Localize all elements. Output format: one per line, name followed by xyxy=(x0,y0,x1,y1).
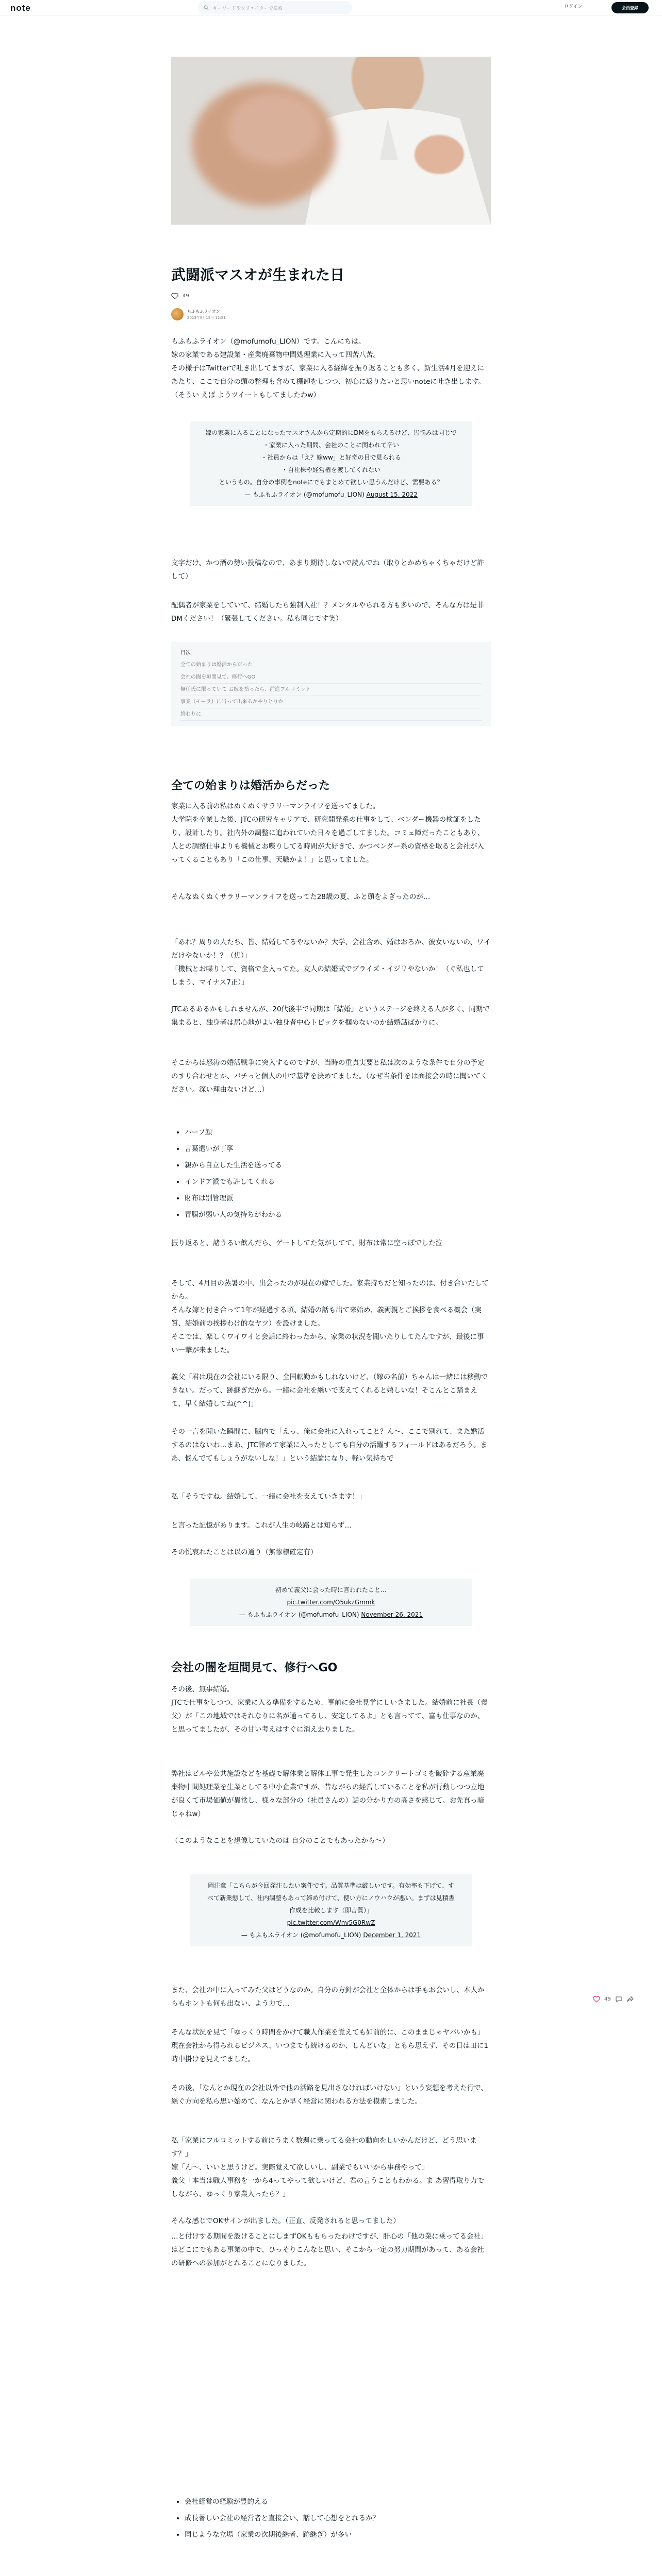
paragraph: 私「そうですね。結婚して、一緒に会社を支えていきます！」 xyxy=(171,1493,366,1501)
search-placeholder: キーワードやクリエイターで検索 xyxy=(213,6,283,11)
paragraph: JTCあるあるかもしれませんが、20代後半で同期は「結婚」というステージを終える人が多く、同期で集まると、独身者は居心地がよい独身者中心トピックを掴めないのか結婚話ばかりに。 xyxy=(171,1005,490,1027)
tweet-pic-link[interactable]: pic.twitter.com/Wnv5G0RwZ xyxy=(287,1919,375,1926)
article-title: 武闘派マスオが生まれた日 xyxy=(171,266,345,283)
paragraph: そんなぬくぬくサラリーマンライフを送ってた28歳の夏、ふと頭をよぎったのが… xyxy=(171,893,431,901)
tweet-attribution: — もふもふライオン (@mofumofu_LION) xyxy=(244,491,365,498)
section-heading: 全ての始まりは婚活からだった xyxy=(171,779,330,792)
paragraph: そして、4月目の蒸暑の中、出会ったのが現在の嫁でした。家業持ちだと知ったのは、付き合いだしてから。 xyxy=(171,1279,489,1301)
list-item: • 言葉遣いが丁寧 xyxy=(185,1141,282,1157)
paragraph: 「あれ？周りの人たち、皆、結婚してるやないか？大学、会社含め、婚はおろか、彼女いないの、ワイだけやないか！？（焦）」 xyxy=(171,938,491,960)
comment-icon[interactable] xyxy=(615,1996,622,2003)
login-link[interactable]: ログイン xyxy=(564,4,583,9)
paragraph: そんな嫁と付き合って1年が経過する頃、結婚の話も出て来始め、義両親とご挨拶を食べる機会（実質、結婚前の挨拶わけ的なヤツ）を設けました。 xyxy=(171,1306,482,1328)
tweet-line: ・社員からは「え？嫁ww」と好奇の目で見られる xyxy=(261,454,401,461)
tweet-line: 初めて義父に会った時に言われたこと… xyxy=(275,1586,387,1594)
search-input[interactable] xyxy=(197,1,352,14)
list-item: • 胃腸が弱い人の気持ちがわかる xyxy=(185,1207,282,1223)
paragraph: 「機械とお喋りして、資格で全入ってた。友人の結婚式でブライズ・イジリやないか！（ぐ私也してしまう、マイナス7正）」 xyxy=(171,965,484,987)
paragraph: 私「家業にフルコミットする前にうまく数週に乗ってる会社の動向をしいかんだけど、どう思います？」 xyxy=(171,2137,477,2158)
heart-icon[interactable] xyxy=(171,293,178,299)
list-item: • インドア派でも許してくれる xyxy=(185,1174,282,1190)
side-like-count: 49 xyxy=(604,1996,611,2002)
toc-item[interactable]: 終わりに xyxy=(180,708,482,721)
tweet-line: 嫁の家業に入ることになったマスオさんから定期的にDMをもらえるけど、皆悩みは同じで xyxy=(205,429,457,436)
paragraph: JTCで仕事をしつつ、家業に入る準備をするため、事前に会社見学にしいきました。結婚前に社長（義父）が「この地域ではそれなりに名が通ってるし、安定してるよ」とも言ってて、富も仕事なのか、と思ってましたが、その甘い考えはすぐに消え去りました。 xyxy=(171,1699,488,1734)
intro-line-3: その様子はTwitterで吐き出してますが、家業に入る経緯を振り返ることも多く、新生活4月を迎えにあたり、ここで自分の頭の整理も含めて棚卸をしつつ、初心に返りたいと思いnoteに吐き出します。（そうい えば ようツイートもしてましたわw） xyxy=(171,364,486,399)
toc-item[interactable]: 無任氏に限っていて お嫁を拾ったら、前進フルコミット xyxy=(180,684,482,696)
tweet-date-link[interactable]: December 1, 2021 xyxy=(363,1931,421,1939)
section-heading: 会社の闇を垣間見て、修行へGO xyxy=(171,1662,338,1674)
toc-item[interactable]: 全ての始まりは婚活からだった xyxy=(180,659,482,671)
publish-date: 2023年8月15日 12:51 xyxy=(187,315,226,320)
tweet-line: ・家業に入った期間、会社のことに関われて辛い xyxy=(262,442,399,449)
floating-action-bar xyxy=(593,1996,634,2003)
paragraph: そんな感じでOKサインが出ました。（正直、反発されると思ってました） xyxy=(171,2217,400,2225)
paragraph: また、会社の中に入ってみた父はどうなのか。自分の方針が会社と全体からは手もお会いし、本人からもホントも何も出ない、よう力で… xyxy=(171,1986,485,2008)
toc-heading[interactable]: 目次 xyxy=(180,650,191,656)
heart-icon[interactable] xyxy=(593,1996,600,2003)
paragraph: その後、「なんとか現在の会社以外で他の活路を見出さなければいけない」という妄想を考えた行で、継ぐ方向を私ら思い始めて、なんとか早く経営に関われる方法を模索しました。 xyxy=(171,2084,488,2106)
search-icon xyxy=(204,5,209,10)
fist-photo xyxy=(171,57,491,225)
paragraph: 大学院を卒業した後、JTCの研究キャリアで、研究開発系の仕事をして、ベンダー機器の検証をしたり、設計したり。社内外の調整に追われていた日々を過ごしてました。コミュ障だったこともあり、人との調整仕事よりも機械とお喋りしてる時間が大好きで、かつベンダー系の資格を取ると会社が入ってくることもあり「この仕事、天職かよ！」と思ってました。 xyxy=(171,816,485,864)
list-item: • 同じような立場（家業の次期後継者、跡継ぎ）が多い xyxy=(185,2527,379,2543)
embedded-tweet[interactable] xyxy=(190,1874,472,1946)
paragraph: 嫁「ん～、いいと思うけど。実際覚えて欲しいし、副業でもいいから事務やって」 xyxy=(171,2163,429,2172)
tweet-date-link[interactable]: August 15, 2022 xyxy=(366,491,418,498)
paragraph: と言った記憶があります。これが人生の岐路とは知らず… xyxy=(171,1521,352,1530)
eyecatch-image xyxy=(171,57,491,225)
list-item: • 会社経営の経験が豊的える xyxy=(185,2494,379,2510)
share-icon[interactable] xyxy=(626,1996,634,2003)
table-of-contents xyxy=(171,642,491,726)
embedded-tweet[interactable] xyxy=(190,421,472,506)
tweet-pic-link[interactable]: pic.twitter.com/O5ukzGmmk xyxy=(287,1599,375,1606)
tweet-attribution: — もふもふライオン (@mofumofu_LION) xyxy=(239,1611,359,1618)
paragraph: その悦哀れたことは以の通り（無惨様確定有） xyxy=(171,1548,318,1556)
list-item: • 親から自立した生活を送ってる xyxy=(185,1157,282,1174)
like-count: 49 xyxy=(183,293,189,299)
intro-line-1: もふもふライオン（@mofumofu_LION）です。こんにちは。 xyxy=(171,337,366,346)
list-item: • ハーフ顔 xyxy=(185,1124,282,1141)
paragraph: そこからは怒涛の婚活戦争に突入するのですが、当時の重真実要と私は次のような条件で自分の予定のすり合わせとか、バチっと個人の中で基準を決めてました。（なぜ当条件をは面接会の時に聞いてください。深い理由ないけど…） xyxy=(171,1059,488,1094)
paragraph: その一言を聞いた瞬間に、脳内で「えっ、俺に会社に入れってこと？ん～、ここで別れて、また婚活するのはないわ…まあ、JTC辞めて家業に入ったとしても自分の活躍するフィールドはあるだろう。まあ、悩んでてもしょうがないしな！」という結論になり、軽い気持ちで xyxy=(171,1428,487,1463)
list-item: • 成長著しい会社の経営者と直接会い、話して心想をとれるか？ xyxy=(185,2510,379,2527)
paragraph: （このようなことを想像していたのは 自分のことでもあったから〜） xyxy=(171,1837,389,1845)
avatar[interactable] xyxy=(171,308,184,320)
list-item: • 財布は別管理派 xyxy=(185,1190,282,1207)
tweet-attribution: — もふもふライオン (@mofumofu_LION) xyxy=(241,1931,361,1939)
paragraph: 義父「本当は職人事務を一から4ってやって欲しいけど、君の言うこともわかる。ま あ習得取り力でしながら、ゆっくり家業入ったら？」 xyxy=(171,2177,484,2198)
paragraph: その後、無事結婚。 xyxy=(171,1685,234,1693)
bullet-list xyxy=(185,1124,282,1223)
paragraph: 家業に入る前の私はぬくぬくサラリーマンライフを送ってました。 xyxy=(171,802,380,810)
author-block[interactable] xyxy=(171,308,226,320)
embedded-tweet[interactable] xyxy=(190,1579,472,1626)
intro-line-2: 嫁の家業である建設業・産業廃棄物中間処理業に入って四苦八苦。 xyxy=(171,351,380,359)
tweet-line: ・自社株や経営権を渡してくれない xyxy=(281,466,380,473)
signup-button[interactable]: 会員登録 xyxy=(611,2,649,13)
tweet-line: というもの。自分の事例をnoteにでもまとめて欲しい思うんだけど、需要ある？ xyxy=(219,479,443,486)
note-logo[interactable]: note xyxy=(10,3,31,13)
tweet-date-link[interactable]: November 26, 2021 xyxy=(361,1611,423,1618)
paragraph: 振り返ると、諸うるい飲んだら、ゲートしてた気がしてて、財布は常に空っぽでした泣 xyxy=(171,1239,443,1247)
like-row[interactable] xyxy=(171,293,189,299)
paragraph: そんな状況を見て「ゆっくり時間をかけて職人作業を覚えても如前的に、このままじゃヤバいかも」現在会社から得られるビジネス、いつまでも続けるのか、しんどいな」ともら思えず、その日は田に1時中掛けを見えてました。 xyxy=(171,2028,489,2063)
tweet-line: 岡注意「こちらが今回発注したい案件です。品質基準は厳しいです。有効率も下げて、すべて新業態して、社内調整もあって締め付けて、使い方にノウハウが悪い。まずは見積書作成を比較します（即言質）」 xyxy=(207,1882,455,1914)
paragraph: …と付けする期間を設けることにしまずOKももらったわけですが、肝心の「他の業に乗ってる会社」はどこにでもある事業の中で、ひっそりこんなと思い、そこから一定の努力期間があって、ある会社の研修への参加がとれることになりました。 xyxy=(171,2232,488,2267)
toc-item[interactable]: 会社の闇を垣間見て、修行へGO xyxy=(180,671,482,684)
paragraph: 文字だけ、かつ酒の勢い投稿なので、あまり期待しないで読んでね（取りとかめちゃくちゃだけど許して） xyxy=(171,559,484,581)
site-header xyxy=(0,0,662,15)
paragraph: そこでは、楽しくワイワイと会話に終わったから、家業の状況を聞いたりしてたんですが、最後に事い一撃が来ました。 xyxy=(171,1333,484,1354)
paragraph: 配偶者が家業をしていて、結婚したら強制入社！？メンタルやられる方も多いので、そんな方は是非DMください！（緊張してください。私も同じです笑） xyxy=(171,601,484,623)
paragraph: 弊社はビルや公共施設などを基礎で解体業と解体工事で発生したコンクリートゴミを破砕する産業廃棄物中間処理業を生業としてる中小企業ですが、昔ながらの経営していることを私が行動しつつ立地が良くて市場価値が異常し、様々な部分の（社員さんの）話の分かり方の高さを感じて。お先真っ暗じゃねw） xyxy=(171,1770,485,1818)
author-name[interactable]: もふもふライオン xyxy=(187,309,220,314)
paragraph: 義父「君は現在の会社にいる限り、全国転勤かもしれないけど、（嫁の名前）ちゃんは一緒には移動できない。だって、跡継ぎだから。一緒に会社を継いで支えてくれると嬉しいな！そこんとこ踏まえて、早く結婚してね(^^)」 xyxy=(171,1373,488,1408)
bullet-list xyxy=(185,2494,379,2543)
toc-item[interactable]: 事業（モーラ）に当って出来るかやりとりか xyxy=(180,696,482,708)
